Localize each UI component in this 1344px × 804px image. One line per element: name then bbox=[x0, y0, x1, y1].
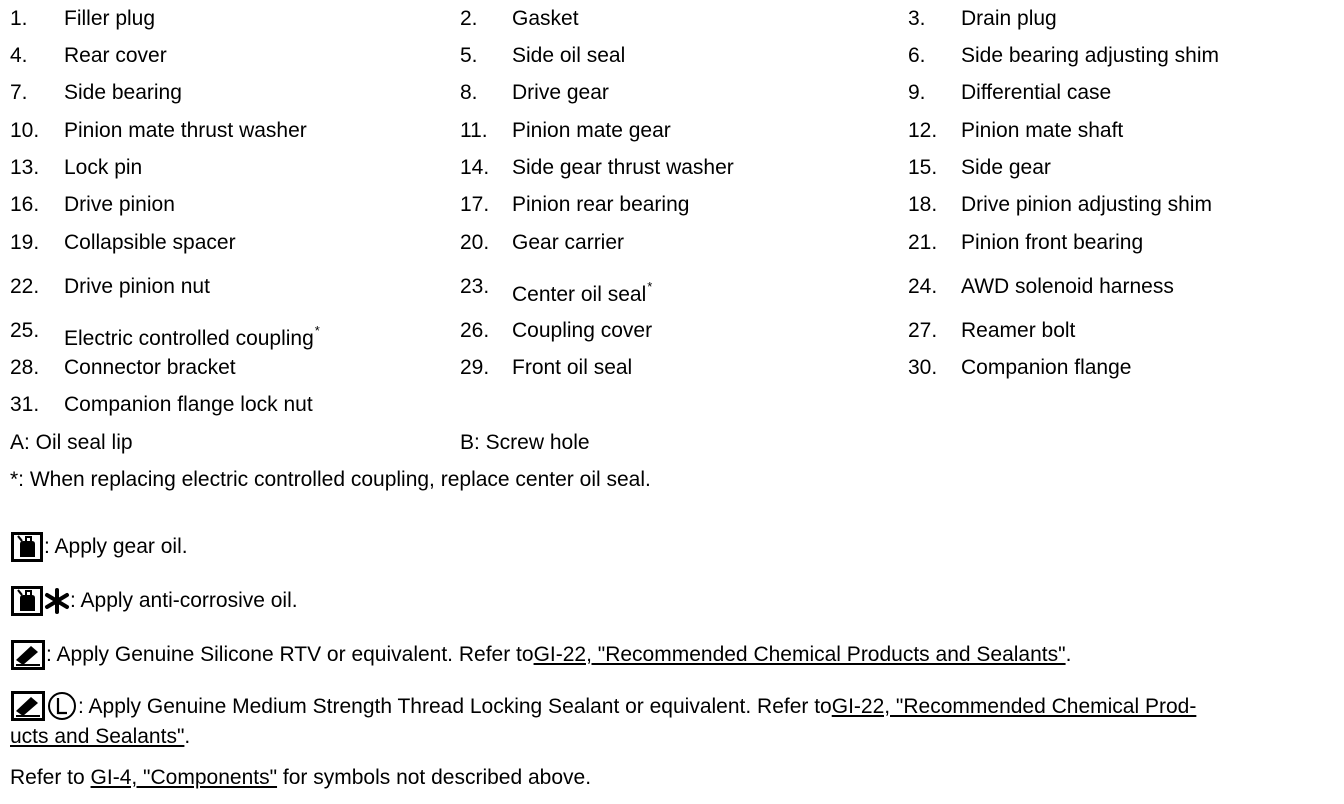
part-name bbox=[64, 153, 142, 183]
legend-thread-prefix: : Apply Genuine Medium Strength Thread Locking Sealant or equivalent. Refer to bbox=[78, 694, 832, 718]
part-name-text: Connector bracket bbox=[64, 356, 236, 379]
part-name bbox=[512, 316, 652, 346]
oil-can-icon bbox=[10, 585, 44, 617]
part-name-text: Pinion mate shaft bbox=[961, 119, 1124, 142]
part-number: 27. bbox=[908, 319, 938, 342]
part-name-text: Electric controlled coupling bbox=[64, 327, 314, 350]
part-name bbox=[64, 41, 167, 71]
part-name bbox=[512, 4, 579, 34]
part-name bbox=[512, 153, 734, 183]
part-number: 5. bbox=[460, 44, 478, 67]
part-name bbox=[64, 353, 236, 383]
part-name bbox=[512, 78, 609, 108]
part-name-text: Collapsible spacer bbox=[64, 231, 236, 254]
asterisk-icon bbox=[44, 588, 70, 614]
part-name bbox=[961, 316, 1075, 346]
part-name bbox=[961, 153, 1051, 183]
legend-rtv-prefix: : Apply Genuine Silicone RTV or equivalent. Refer to bbox=[46, 643, 534, 666]
part-name-text: Gear carrier bbox=[512, 231, 625, 254]
part-name-text: Drive pinion bbox=[64, 193, 175, 216]
legend-gear-oil bbox=[10, 531, 188, 563]
part-name bbox=[64, 116, 307, 146]
refer-note bbox=[10, 763, 591, 793]
part-name-text: Filler plug bbox=[64, 7, 156, 30]
part-name bbox=[512, 116, 671, 146]
part-name-text: Drive gear bbox=[512, 81, 609, 104]
footnote-asterisk: * bbox=[314, 323, 320, 338]
rtv-reference-link[interactable]: GI-22, "Recommended Chemical Products and Sealants" bbox=[533, 643, 1066, 666]
part-name bbox=[961, 116, 1123, 146]
part-name-text: Front oil seal bbox=[512, 356, 633, 379]
part-name-text: Coupling cover bbox=[512, 319, 653, 342]
part-name bbox=[64, 390, 313, 420]
components-reference-link[interactable]: GI-4, "Components" bbox=[90, 766, 278, 789]
part-name bbox=[512, 228, 624, 258]
parts-row bbox=[0, 78, 1344, 108]
parts-row bbox=[0, 190, 1344, 220]
part-number: 12. bbox=[908, 119, 938, 142]
sealant-tube-icon bbox=[10, 690, 46, 722]
part-name bbox=[961, 190, 1212, 220]
legend-rtv bbox=[10, 639, 1071, 671]
part-name-text: Pinion mate gear bbox=[512, 119, 671, 142]
part-name-text: Drain plug bbox=[961, 7, 1057, 30]
part-name bbox=[961, 41, 1219, 71]
part-name-text: AWD solenoid harness bbox=[961, 275, 1174, 298]
part-name-text: Pinion rear bearing bbox=[512, 193, 690, 216]
point-b: B: Screw hole bbox=[460, 431, 590, 454]
parts-row bbox=[0, 228, 1344, 258]
part-name bbox=[961, 78, 1111, 108]
part-name bbox=[512, 190, 689, 220]
part-name-text: Reamer bolt bbox=[961, 319, 1076, 342]
part-name-text: Pinion front bearing bbox=[961, 231, 1144, 254]
part-number: 15. bbox=[908, 156, 938, 179]
part-name-text: Pinion mate thrust washer bbox=[64, 119, 307, 142]
part-number: 21. bbox=[908, 231, 938, 254]
sealant-tube-icon bbox=[10, 639, 46, 671]
part-name bbox=[64, 316, 320, 354]
replacement-note: *: When replacing electric controlled coupling, replace center oil seal. bbox=[10, 468, 651, 491]
part-number: 22. bbox=[10, 275, 40, 298]
part-number: 26. bbox=[460, 319, 490, 342]
part-number: 30. bbox=[908, 356, 938, 379]
part-number: 28. bbox=[10, 356, 40, 379]
part-number: 16. bbox=[10, 193, 40, 216]
part-name bbox=[512, 272, 652, 310]
parts-row bbox=[0, 116, 1344, 146]
part-name-text: Center oil seal bbox=[512, 283, 647, 306]
parts-row bbox=[0, 353, 1344, 383]
part-number: 13. bbox=[10, 156, 40, 179]
part-name-text: Differential case bbox=[961, 81, 1112, 104]
part-name-text: Side bearing bbox=[64, 81, 182, 104]
part-name bbox=[961, 228, 1143, 258]
points-row bbox=[0, 428, 1344, 458]
part-number: 25. bbox=[10, 319, 40, 342]
part-name bbox=[961, 272, 1174, 302]
thread-reference-link-continued[interactable]: ucts and Sealants" bbox=[10, 725, 185, 748]
part-number: 4. bbox=[10, 44, 28, 67]
part-name-text: Companion flange bbox=[961, 356, 1132, 379]
part-number: 31. bbox=[10, 393, 40, 416]
refer-suffix: for symbols not described above. bbox=[277, 766, 592, 789]
part-number: 3. bbox=[908, 7, 926, 30]
legend-thread-suffix: . bbox=[184, 725, 191, 748]
part-name bbox=[64, 272, 210, 302]
part-name-text: Lock pin bbox=[64, 156, 143, 179]
part-name-text: Side oil seal bbox=[512, 44, 626, 67]
part-name bbox=[64, 190, 175, 220]
refer-prefix: Refer to bbox=[10, 766, 91, 789]
part-number: 10. bbox=[10, 119, 40, 142]
part-number: 29. bbox=[460, 356, 490, 379]
part-number: 17. bbox=[460, 193, 490, 216]
point-a: A: Oil seal lip bbox=[10, 431, 133, 454]
part-name-text: Side bearing adjusting shim bbox=[961, 44, 1219, 67]
part-name-text: Companion flange lock nut bbox=[64, 393, 313, 416]
part-name-text: Side gear bbox=[961, 156, 1051, 179]
footnote-asterisk: * bbox=[647, 279, 653, 294]
thread-reference-link[interactable]: GI-22, "Recommended Chemical Prod- bbox=[831, 694, 1197, 718]
part-name bbox=[961, 4, 1057, 34]
part-number: 9. bbox=[908, 81, 926, 104]
legend-anti-corrosive-text: : Apply anti-corrosive oil. bbox=[70, 589, 298, 612]
part-name-text: Side gear thrust washer bbox=[512, 156, 734, 179]
part-number: 20. bbox=[460, 231, 490, 254]
circled-l-icon bbox=[46, 690, 78, 722]
part-name-text: Gasket bbox=[512, 7, 579, 30]
parts-row bbox=[0, 41, 1344, 71]
part-name bbox=[64, 228, 236, 258]
part-number: 23. bbox=[460, 275, 490, 298]
part-number: 19. bbox=[10, 231, 40, 254]
legend-thread-locking bbox=[10, 690, 1340, 751]
parts-row bbox=[0, 153, 1344, 183]
parts-row bbox=[0, 390, 1344, 420]
part-number: 6. bbox=[908, 44, 926, 67]
part-name bbox=[64, 4, 155, 34]
parts-row bbox=[0, 4, 1344, 34]
part-name bbox=[512, 353, 632, 383]
part-number: 11. bbox=[460, 119, 488, 142]
part-name bbox=[961, 353, 1131, 383]
part-name-text: Drive pinion nut bbox=[64, 275, 210, 298]
part-number: 18. bbox=[908, 193, 938, 216]
part-name bbox=[512, 41, 625, 71]
part-number: 1. bbox=[10, 7, 28, 30]
part-name-text: Drive pinion adjusting shim bbox=[961, 193, 1212, 216]
part-number: 14. bbox=[460, 156, 490, 179]
part-name bbox=[64, 78, 182, 108]
part-number: 7. bbox=[10, 81, 28, 104]
part-number: 24. bbox=[908, 275, 938, 298]
oil-can-icon bbox=[10, 531, 44, 563]
parts-row bbox=[0, 272, 1344, 306]
legend-anti-corrosive bbox=[10, 585, 298, 617]
part-name-text: Rear cover bbox=[64, 44, 167, 67]
parts-row bbox=[0, 316, 1344, 350]
part-number: 2. bbox=[460, 7, 478, 30]
legend-rtv-suffix: . bbox=[1065, 643, 1072, 666]
legend-gear-oil-text: : Apply gear oil. bbox=[44, 535, 188, 558]
part-number: 8. bbox=[460, 81, 478, 104]
